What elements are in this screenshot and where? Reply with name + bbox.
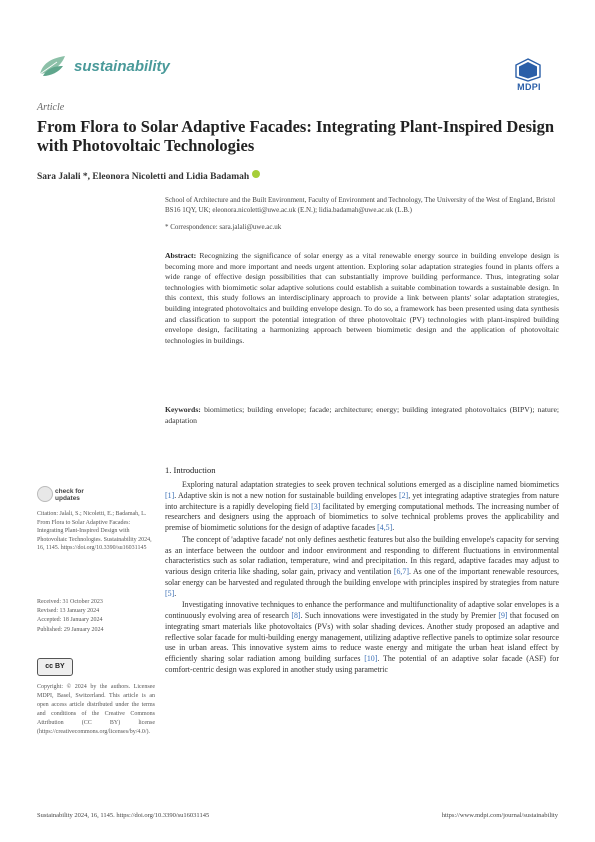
authors-text: Sara Jalali *, Eleonora Nicoletti and Lidia Badamah	[37, 172, 250, 182]
citation-ref[interactable]: [8]	[291, 611, 301, 620]
citation-ref[interactable]: [9]	[498, 611, 508, 620]
affiliation: School of Architecture and the Built Environment, Faculty of Environment and Technology, The University of the West of England, Bristol BS16 1QY, UK; eleonora.nicoletti@uwe.ac.uk (E.N.); lidia.badamah@uwe.ac.uk (L.B.)	[165, 196, 556, 214]
citation-ref[interactable]: [4,5]	[377, 523, 393, 532]
orcid-icon[interactable]	[252, 170, 260, 178]
footer-url[interactable]: https://www.mdpi.com/journal/sustainability	[441, 812, 558, 819]
abstract-text: Recognizing the significance of solar energy as a vital renewable energy source in building envelope design is becoming more and more important and needs urgent attention. Exploring solar adaptation strategies found in plants offers a wide range of effective design possibilities that can substantially improve building performance. Thus, integrating solar technologies with biomimetic solar adaptive solutions could establish a suitable combination towards a sustainable design. In this context, this study follows an interdisciplinary approach to provide a link between plants' solar adaptation strategies, building integrated photovoltaics and building envelope design. To do so, a framework has been presented using data synthesis and classification to support the potential integration of three photovoltaic (PV) technologies with plant-inspired building envelope design, facilitating a harmonizing approach between biomimetic design and the application of photovoltaic technologies in buildings.	[165, 251, 559, 345]
section-heading: 1. Introduction	[165, 465, 216, 475]
date-revised: Revised: 13 January 2024	[37, 608, 100, 615]
journal-logo-icon	[37, 52, 69, 78]
citation-ref[interactable]: [6,7]	[393, 567, 409, 576]
body-text-run: The concept of 'adaptive facade' not only defines aesthetic features but also the building envelope's capacity for serving as an interface between the outdoor and indoor environment and responding to different fluctuations in environmental characteristics such as solar radiation, temperature, wind and precipitation. In this regard, adaptive facades may adjust to various design criteria like shading, solar gain, privacy and ventilation	[165, 534, 559, 576]
keywords	[165, 405, 559, 426]
body-text-run: Exploring natural adaptation strategies to seek proven technical solutions emerged as a discipline named biomimetics	[182, 480, 559, 489]
citation-ref[interactable]: [5]	[165, 588, 175, 598]
body-text-run: . As one of the important renewable resources, solar energy can be harvested and regulated through the building envelope with principles inspired by strategies from nature	[165, 567, 559, 587]
body-text-run: facilitated by emerging computational methods. The increasing number of researchers and designers using the approach of biomimetics to solve technical problems proves the applicability and premise of biomimetic solutions for the design of adaptive facades	[165, 501, 559, 532]
keywords-label: Keywords:	[165, 405, 201, 414]
citation-ref[interactable]: [2]	[398, 490, 409, 500]
date-received: Received: 31 October 2023	[37, 599, 103, 605]
correspondence: * Correspondence: sara.jalali@uwe.ac.uk	[165, 223, 282, 231]
keywords-text: biomimetics; building envelope; facade; architecture; energy; building integrated photovoltaics (BIPV); nature; adaptation	[165, 405, 559, 425]
body-text-run: . Adaptive skin is not a new notion for sustainable building envelopes	[174, 490, 399, 500]
body-text-run: Investigating innovative techniques to enhance the performance and multifunctionality of adaptive solar envelopes is a continuously evolving area of research	[165, 600, 559, 620]
body-text-run: .	[174, 588, 177, 598]
article-title: From Flora to Solar Adaptive Facades: Integrating Plant-Inspired Design with Photovoltaic Technologies	[37, 117, 554, 155]
body-text-run: , yet integrating adaptive strategies from nature into architecture is a rapidly developing field	[165, 490, 560, 511]
paragraph	[165, 535, 559, 600]
introduction-body	[165, 480, 559, 677]
body-text-run: .	[392, 523, 395, 532]
check-updates-icon[interactable]	[37, 486, 53, 502]
citation-ref[interactable]: [1]	[165, 490, 175, 500]
body-text-run: that focused on integrating smart materials like photovoltaics (PVs) with solar shading devices. Another study proposed an adaptive and reflective solar facade for multi-building energy management, utilizing adaptive reflective panels to optimize solar resource use in urban areas. This innovative system aims to reduce waste energy and mitigate the urban heat island effect by efficiently sharing solar radiation among building surfaces	[165, 611, 559, 663]
citation-ref[interactable]: [3]	[311, 501, 321, 511]
paragraph	[165, 600, 559, 675]
copyright-notice: Copyright: © 2024 by the authors. Licensee MDPI, Basel, Switzerland. This article is an open access article distributed under the terms and conditions of the Creative Commons Attribution (CC BY) license (https://creativecommons.org/licenses/by/4.0/).	[37, 684, 155, 735]
cc-license-icon[interactable]: cc BY	[37, 658, 73, 676]
citation-ref[interactable]: [10]	[364, 654, 378, 663]
author-list	[37, 170, 260, 182]
body-text-run: . The potential of an adaptive solar facade (ASF) for comfort-centric design was explored in another study using parametric	[165, 654, 560, 674]
abstract-label: Abstract:	[165, 251, 197, 260]
date-published: Published: 29 January 2024	[37, 626, 104, 633]
date-accepted: Accepted: 18 January 2024	[37, 617, 103, 624]
publication-dates	[37, 598, 155, 635]
footer-citation: Sustainability 2024, 16, 1145. https://doi.org/10.3390/su16031145	[37, 812, 210, 819]
article-type: Article	[37, 102, 65, 113]
check-updates-label[interactable]: check for updates	[55, 488, 84, 502]
mdpi-logo-icon	[514, 58, 542, 82]
paragraph	[165, 480, 559, 534]
abstract	[165, 251, 559, 346]
publisher-name: MDPI	[517, 82, 541, 92]
citation: Citation: Jalali, S.; Nicoletti, E.; Badamah, L. From Flora to Solar Adaptive Facades: Integrating Plant-Inspired Design with Photovoltaic Technologies. Sustainability 2024, 16, 1145. https://doi.org/10.3390/su16031145	[37, 511, 152, 552]
journal-name: sustainability	[74, 58, 170, 75]
body-text-run: . Such innovations were investigated in the study by Premier	[300, 611, 499, 620]
